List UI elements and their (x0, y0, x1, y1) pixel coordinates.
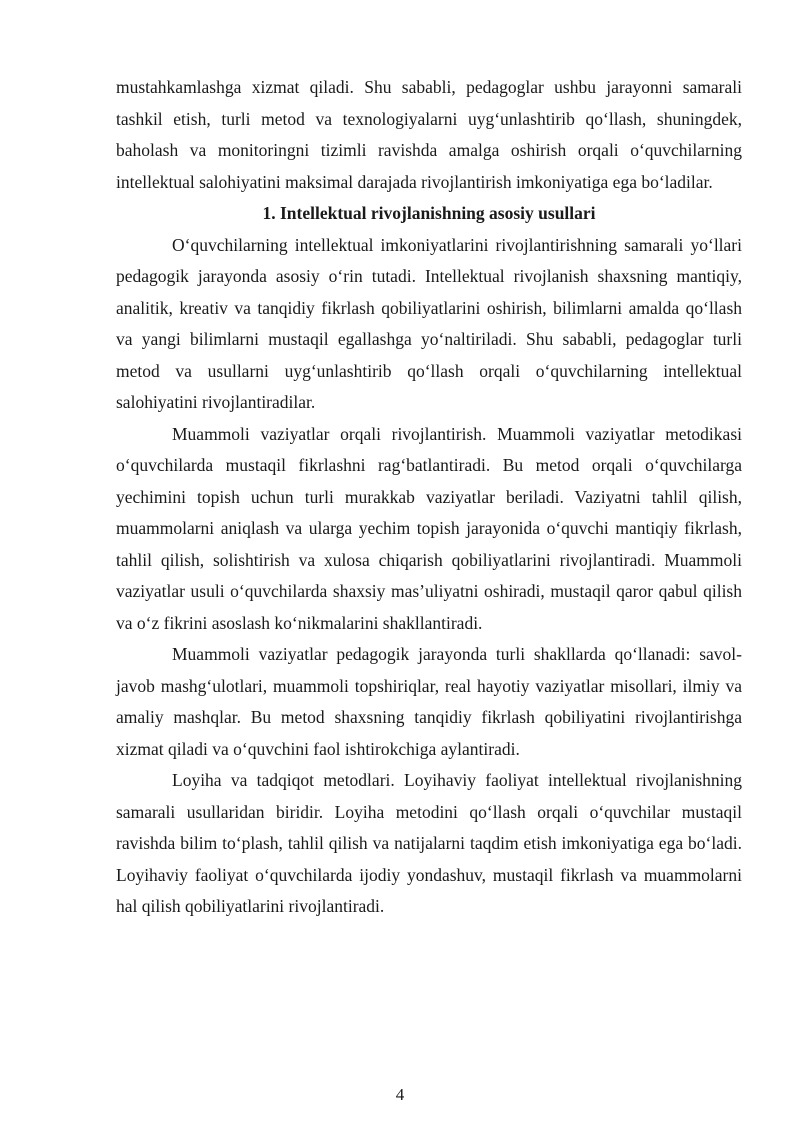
document-page (116, 72, 742, 923)
body-paragraph: mustahkamlashga xizmat qiladi. Shu sababli, pedagoglar ushbu jarayonni samarali tashkil etish, turli metod va texnologiyalarni uyg‘unlashtirib qo‘llash, shuningdek, baholash va monitoringni tizimli ravishda amalga oshirish orqali o‘quvchilarning intellektual salohiyatini maksimal darajada rivojlantirish imkoniyatiga ega bo‘ladilar. (116, 77, 742, 192)
body-paragraph: Loyiha va tadqiqot metodlari. Loyihaviy faoliyat intellektual rivojlanishning samarali usullaridan biridir. Loyiha metodini qo‘llash orqali o‘quvchilar mustaqil ravishda bilim to‘plash, tahlil qilish va natijalarni taqdim etish imkoniyatiga ega bo‘ladi. Loyihaviy faoliyat o‘quvchilarda ijodiy yondashuv, mustaqil fikrlash va muammolarni hal qilish qobiliyatlarini rivojlantiradi. (116, 770, 742, 916)
section-heading: 1. Intellektual rivojlanishning asosiy usullari (262, 203, 596, 223)
body-paragraph: Muammoli vaziyatlar pedagogik jarayonda turli shakllarda qo‘llanadi: savol-javob mashg‘ulotlari, muammoli topshiriqlar, real hayotiy vaziyatlar misollari, ilmiy va amaliy mashqlar. Bu metod shaxsning tanqidiy fikrlash qobiliyatini rivojlantirishga xizmat qiladi va o‘quvchini faol ishtirokchiga aylantiradi. (116, 644, 742, 759)
page-number: 4 (395, 1085, 405, 1104)
body-paragraph: O‘quvchilarning intellektual imkoniyatlarini rivojlantirishning samarali yo‘llari pedagogik jarayonda asosiy o‘rin tutadi. Intellektual rivojlanish shaxsning mantiqiy, analitik, kreativ va tanqidiy fikrlash qobiliyatlarini oshirish, bilimlarni amalda qo‘llash va yangi bilimlarni mustaqil egallashga yo‘naltiriladi. Shu sababli, pedagoglar turli metod va usullarni uyg‘unlashtirib qo‘llash orqali o‘quvchilarning intellektual salohiyatini rivojlantiradilar. (116, 234, 742, 412)
body-paragraph: Muammoli vaziyatlar orqali rivojlantirish. Muammoli vaziyatlar metodikasi o‘quvchilarda mustaqil fikrlashni rag‘batlantiradi. Bu metod orqali o‘quvchilarga yechimini topish uchun turli murakkab vaziyatlar beriladi. Vaziyatni tahlil qilish, muammolarni aniqlash va ularga yechim topish jarayonida o‘quvchi mantiqiy fikrlash, tahlil qilish, solishtirish va xulosa chiqarish qobiliyatlarini rivojlantiradi. Muammoli vaziyatlar usuli o‘quvchilarda shaxsiy mas’uliyatni oshiradi, mustaqil qaror qabul qilish va o‘z fikrini asoslash ko‘nikmalarini shakllantiradi. (116, 423, 742, 633)
